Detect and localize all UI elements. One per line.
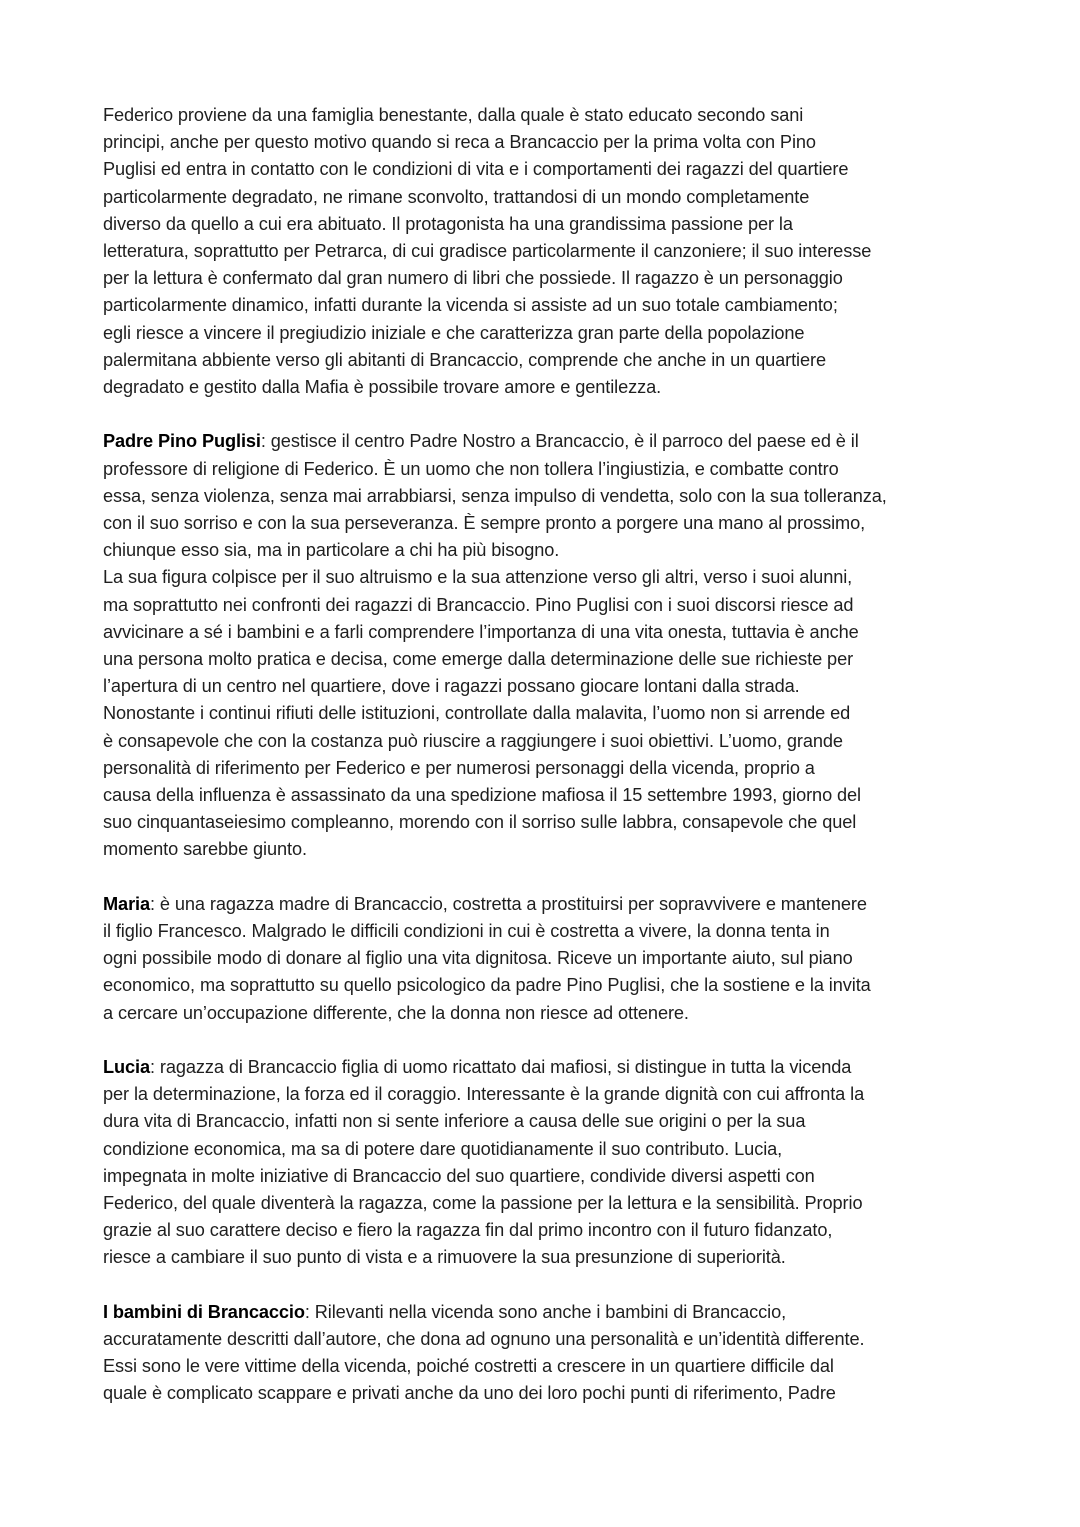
text-line: è consapevole che con la costanza può riuscire a raggiungere i suoi obiettivi. L’uomo, grande [103, 730, 843, 751]
text-line: causa della influenza è assassinato da una spedizione mafiosa il 15 settembre 1993, giorno del [103, 785, 862, 806]
text-line: momento sarebbe giunto. [103, 839, 307, 860]
text-line: personalità di riferimento per Federico e per numerosi personaggi della vicenda, proprio a [103, 757, 815, 778]
text-segment: : è una ragazza madre di Brancaccio, costretta a prostituirsi per sopravvivere e mantenere [150, 893, 867, 914]
text-line [103, 428, 1003, 455]
text-line: essa, senza violenza, senza mai arrabbiarsi, senza impulso di vendetta, solo con la sua tolleranza, [103, 485, 887, 506]
text-line: con il suo sorriso e con la sua perseveranza. È sempre pronto a porgere una mano al prossimo, [103, 513, 866, 534]
text-segment: : gestisce il centro Padre Nostro a Brancaccio, è il parroco del paese ed è il [260, 431, 859, 452]
text-line [103, 1054, 1003, 1081]
paragraph-lucia [103, 1054, 1003, 1272]
paragraph-puglisi-continued [103, 564, 1003, 863]
text-line: per la determinazione, la forza ed il coraggio. Interessante è la grande dignità con cui affronta la [103, 1084, 865, 1105]
text-line: a cercare un’occupazione differente, che la donna non riesce ad ottenere. [103, 1002, 689, 1023]
character-name: Lucia [103, 1057, 151, 1078]
text-line: professore di religione di Federico. È un uomo che non tollera l’ingiustizia, e combatte contro [103, 458, 839, 479]
text-line: particolarmente dinamico, infatti durante la vicenda si assiste ad un suo totale cambiamento; [103, 295, 838, 316]
character-name: Maria [103, 893, 151, 914]
paragraph-puglisi-intro [103, 428, 1003, 564]
text-line: Federico, del quale diventerà la ragazza, come la passione per la lettura e la sensibilità. Proprio [103, 1193, 863, 1214]
text-line: Nonostante i continui rifiuti delle istituzioni, controllate dalla malavita, l’uomo non si arrende ed [103, 703, 851, 724]
text-line: degradato e gestito dalla Mafia è possibile trovare amore e gentilezza. [103, 377, 662, 398]
text-segment: : Rilevanti nella vicenda sono anche i bambini di Brancaccio, [304, 1301, 787, 1322]
text-line: Federico proviene da una famiglia benestante, dalla quale è stato educato secondo sani [103, 105, 804, 125]
text-line: Essi sono le vere vittime della vicenda, poiché costretti a crescere in un quartiere difficile dal [103, 1356, 834, 1377]
text-line: accuratamente descritti dall’autore, che dona ad ognuno una personalità e un’identità differente. [103, 1329, 865, 1350]
document-page [103, 102, 1003, 1435]
text-line: dura vita di Brancaccio, infatti non si sente inferiore a causa delle sue origini o per la sua [103, 1111, 806, 1132]
character-name: I bambini di Brancaccio [103, 1301, 305, 1322]
paragraph-bambini [103, 1299, 1003, 1408]
text-line: condizione economica, ma sa di potere dare quotidianamente il suo contributo. Lucia, [103, 1138, 783, 1159]
text-line: ogni possibile modo di donare al figlio una vita dignitosa. Riceve un importante aiuto, sul piano [103, 948, 853, 969]
text-line: per la lettura è confermato dal gran numero di libri che possiede. Il ragazzo è un personaggio [103, 268, 843, 289]
text-line: principi, anche per questo motivo quando si reca a Brancaccio per la prima volta con Pino [103, 132, 816, 153]
text-line: economico, ma soprattutto su quello psicologico da padre Pino Puglisi, che la sostiene e la invita [103, 975, 871, 996]
text-line: impegnata in molte iniziative di Brancaccio del suo quartiere, condivide diversi aspetti con [103, 1165, 815, 1186]
text-line [103, 891, 1003, 918]
text-line: ma soprattutto nei confronti dei ragazzi di Brancaccio. Pino Puglisi con i suoi discorsi riesce ad [103, 594, 854, 615]
text-line: avvicinare a sé i bambini e a farli comprendere l’importanza di una vita onesta, tuttavia è anche [103, 621, 859, 642]
text-line: l’apertura di un centro nel quartiere, dove i ragazzi possano giocare lontani dalla strada. [103, 676, 800, 697]
text-line: egli riesce a vincere il pregiudizio iniziale e che caratterizza gran parte della popolazione [103, 322, 805, 343]
text-line: una persona molto pratica e decisa, come emerge dalla determinazione delle sue richieste per [103, 649, 854, 670]
paragraph-federico [103, 102, 1003, 401]
character-name: Padre Pino Puglisi [103, 431, 261, 452]
text-line: quale è complicato scappare e privati anche da uno dei loro pochi punti di riferimento, Padre [103, 1383, 836, 1404]
text-line [103, 1299, 1003, 1326]
text-line: palermitana abbiente verso gli abitanti di Brancaccio, comprende che anche in un quartiere [103, 349, 826, 370]
text-line: La sua figura colpisce per il suo altruismo e la sua attenzione verso gli altri, verso i suoi alunni, [103, 567, 853, 588]
text-line: chiunque esso sia, ma in particolare a chi ha più bisogno. [103, 540, 560, 561]
text-segment: : ragazza di Brancaccio figlia di uomo ricattato dai mafiosi, si distingue in tutta la vicenda [150, 1057, 852, 1078]
text-line: particolarmente degradato, ne rimane sconvolto, trattandosi di un mondo completamente [103, 186, 810, 207]
text-line: Puglisi ed entra in contatto con le condizioni di vita e i comportamenti dei ragazzi del quartiere [103, 159, 849, 180]
text-line: suo cinquantaseiesimo compleanno, morendo con il sorriso sulle labbra, consapevole che quel [103, 812, 857, 833]
text-line: letteratura, soprattutto per Petrarca, di cui gradisce particolarmente il canzoniere; il suo interesse [103, 241, 872, 262]
text-line: diverso da quello a cui era abituato. Il protagonista ha una grandissima passione per la [103, 213, 793, 234]
paragraph-maria [103, 891, 1003, 1027]
text-line: grazie al suo carattere deciso e fiero la ragazza fin dal primo incontro con il futuro fidanzato, [103, 1220, 833, 1241]
text-line: il figlio Francesco. Malgrado le difficili condizioni in cui è costretta a vivere, la donna tenta in [103, 921, 830, 942]
text-line: riesce a cambiare il suo punto di vista e a rimuovere la sua presunzione di superiorità. [103, 1247, 786, 1268]
